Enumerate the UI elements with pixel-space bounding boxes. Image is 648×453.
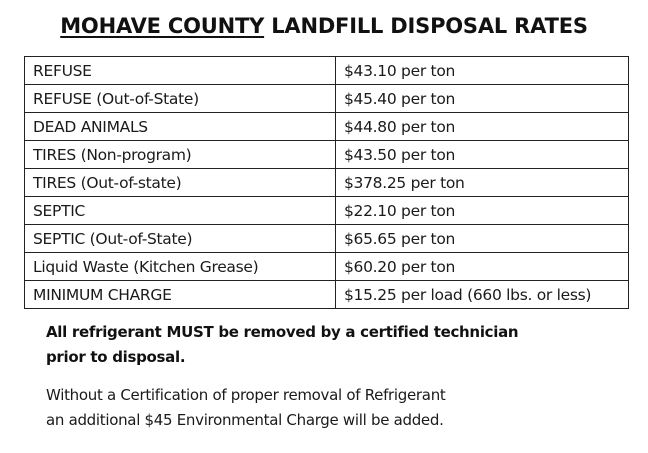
refrigerant-notice <box>46 320 518 370</box>
certification-notice-line: Without a Certification of proper removal of Refrigerant <box>46 386 446 404</box>
table-row <box>25 57 629 85</box>
rate-price: $22.10 per ton <box>336 197 629 225</box>
certification-notice <box>46 383 445 433</box>
table-row <box>25 169 629 197</box>
rate-item: TIRES (Non-program) <box>25 141 336 169</box>
rate-price: $44.80 per ton <box>336 113 629 141</box>
table-row <box>25 225 629 253</box>
rate-price: $45.40 per ton <box>336 85 629 113</box>
table-row <box>25 197 629 225</box>
certification-notice-line: an additional $45 Environmental Charge will be added. <box>46 411 444 429</box>
table-row <box>25 113 629 141</box>
rate-item: TIRES (Out-of-state) <box>25 169 336 197</box>
rate-item: SEPTIC <box>25 197 336 225</box>
rate-price: $43.10 per ton <box>336 57 629 85</box>
page-title <box>0 14 648 38</box>
rate-item: REFUSE <box>25 57 336 85</box>
refrigerant-notice-line: All refrigerant MUST be removed by a certified technician <box>46 323 519 341</box>
rate-item: SEPTIC (Out-of-State) <box>25 225 336 253</box>
rate-price: $65.65 per ton <box>336 225 629 253</box>
title-county: MOHAVE COUNTY <box>60 14 265 38</box>
rate-item: REFUSE (Out-of-State) <box>25 85 336 113</box>
title-rest: LANDFILL DISPOSAL RATES <box>264 14 588 38</box>
rate-price: $378.25 per ton <box>336 169 629 197</box>
rate-item: DEAD ANIMALS <box>25 113 336 141</box>
table-row <box>25 281 629 309</box>
rate-item: MINIMUM CHARGE <box>25 281 336 309</box>
table-row <box>25 141 629 169</box>
refrigerant-notice-line: prior to disposal. <box>46 348 186 366</box>
table-row <box>25 85 629 113</box>
rate-price: $60.20 per ton <box>336 253 629 281</box>
table-row <box>25 253 629 281</box>
rate-price: $15.25 per load (660 lbs. or less) <box>336 281 629 309</box>
rate-item: Liquid Waste (Kitchen Grease) <box>25 253 336 281</box>
rate-price: $43.50 per ton <box>336 141 629 169</box>
rates-table <box>24 56 629 309</box>
